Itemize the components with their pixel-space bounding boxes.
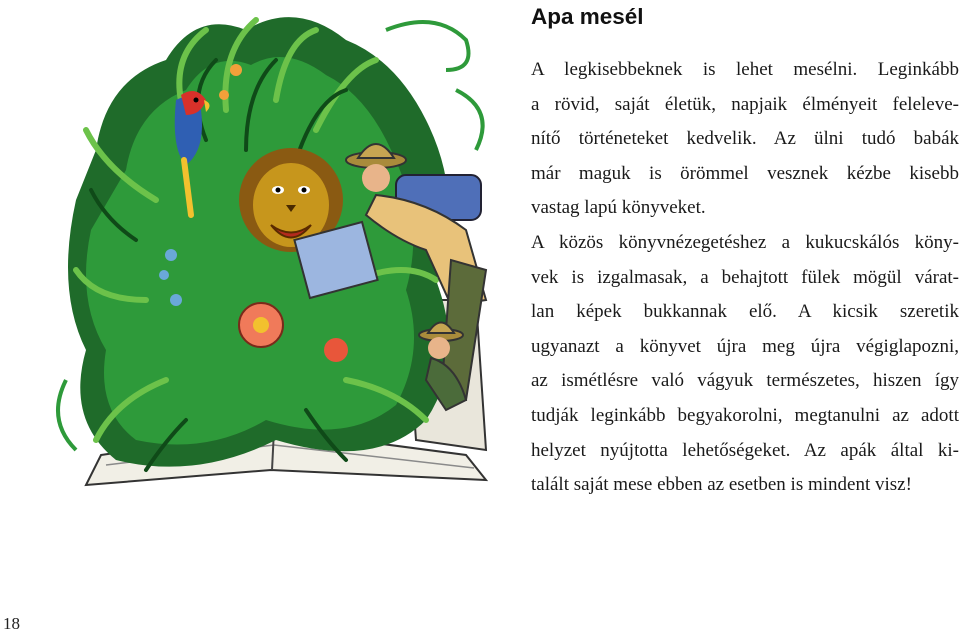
text-line: talált saját mese ebben az esetben is mindent visz!	[531, 474, 912, 496]
text-line: ugyanazt a könyvet újra meg újra végiglapozni,	[531, 335, 959, 357]
text-line: lan képek bukkannak elő. A kicsik szeretik	[531, 301, 959, 323]
body-paragraph	[531, 53, 959, 503]
text-line: helyzet nyújtotta lehetőségeket. Az apák által ki-	[531, 439, 959, 461]
text-line: vastag lapú könyveket.	[531, 197, 706, 219]
text-line: az ismétlésre való vágyuk természetes, hiszen így	[531, 370, 959, 392]
text-line: nítő történeteket kedvelik. Az ülni tudó babák	[531, 128, 959, 150]
text-line: tudják leginkább begyakorolni, megtanulni az adott	[531, 404, 959, 426]
page-number: 18	[3, 614, 20, 633]
text-line: már maguk is örömmel vesznek kézbe kisebb	[531, 162, 959, 184]
text-line: a rövid, saját életük, napjaik élményeit feleleve-	[531, 93, 959, 115]
text-line: vek is izgalmasak, a behajtott fülek mögül várat-	[531, 266, 959, 288]
text-line: A legkisebbeknek is lehet mesélni. Leginkább	[531, 59, 959, 80]
text-line: A közös könyvnézegetéshez a kukucskálós köny-	[531, 231, 959, 253]
jungle-book-illustration	[46, 0, 506, 500]
section-heading: Apa mesél	[531, 4, 644, 29]
